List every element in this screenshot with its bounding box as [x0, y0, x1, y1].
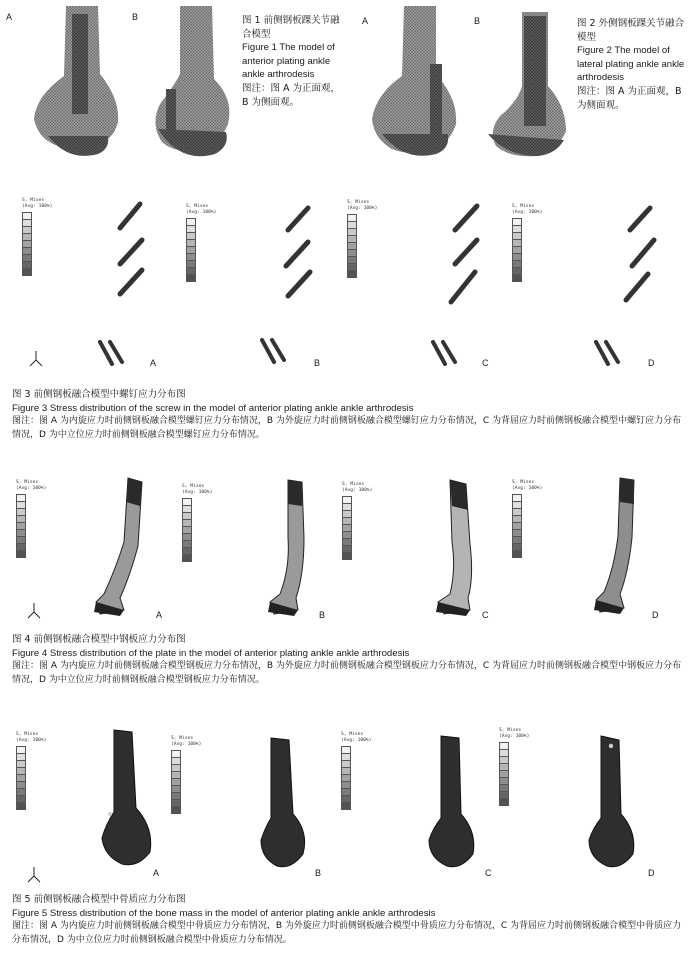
figure-3-image: [0, 190, 692, 375]
fea-legend-avg: (Avg: 100%): [22, 204, 53, 209]
figure-4-title-en: Figure 4 Stress distribution of the plate in the model of anterior plating ankle ankle arthrodesis: [12, 648, 410, 659]
figure-2-label-a: A: [362, 16, 369, 26]
figure-3-title-en: Figure 3 Stress distribution of the screw in the model of anterior plating ankle ankle arthrodesis: [12, 403, 414, 414]
figure-1: [0, 0, 350, 170]
fea-legend-avg: (Avg: 100%): [512, 486, 543, 491]
figure-4-title-cn: 图 4 前侧钢板融合模型中钢板应力分布图: [12, 634, 186, 645]
figure-5-panel-c: [335, 724, 495, 894]
bone-model: [571, 734, 651, 874]
figure-2-note: 图注：图 A 为正面观，B 为侧面观。: [577, 85, 682, 111]
figure-5-note: 图注：图 A 为内旋应力时前侧钢板融合模型中骨质应力分布情况，B 为外旋应力时前侧钢板融合模型中骨质应力分布情况，C 为背屈应力时前侧钢板融合模型中骨质应力分布情况，D 为中立位应力时前侧钢板融合模型中骨质应力分布情况。: [12, 921, 682, 945]
panel-label: A: [153, 868, 160, 878]
panel-label: B: [314, 358, 321, 368]
axis-triad: [26, 600, 42, 620]
figure-2-title-cn: 图 2 外侧钢板踝关节融合模型: [577, 18, 685, 43]
screw-group: [80, 190, 170, 300]
fea-legend-avg: (Avg: 100%): [16, 486, 47, 491]
figure-3-title-cn: 图 3 前侧钢板融合模型中螺钉应力分布图: [12, 389, 186, 400]
axis-triad: [26, 864, 42, 884]
panel-label: C: [482, 610, 489, 620]
fea-legend-avg: (Avg: 100%): [499, 734, 530, 739]
plate-model: [590, 476, 650, 616]
figure-5-caption: [12, 893, 684, 947]
stress-legend-scale: [16, 746, 26, 810]
figure-3-note: 图注：图 A 为内旋应力时前侧钢板融合模型螺钉应力分布情况，B 为外旋应力时前侧钢板融合模型螺钉应力分布情况，C 为背屈应力时前侧钢板融合模型中螺钉应力分布情况，D 为中立位应力时前侧钢板融合模型螺钉应力分布情况。: [12, 416, 682, 440]
figure-2-title-en: Figure 2 The model of lateral plating ankle ankle arthrodesis: [577, 45, 685, 84]
figure-5-panel-b: [165, 724, 330, 894]
panel-label: C: [482, 358, 489, 368]
fea-legend-header: S, Mises: [347, 200, 370, 205]
figure-1-title-cn: 图 1 前侧钢板踝关节融合模型: [242, 15, 340, 40]
figure-3-panel-a: [10, 190, 170, 375]
stress-legend-scale: [182, 498, 192, 562]
figure-1-caption: [242, 14, 342, 109]
fea-legend-avg: (Avg: 100%): [512, 210, 543, 215]
plate-model: [258, 478, 318, 618]
stress-legend-scale: [22, 212, 32, 276]
plate-model: [90, 476, 150, 616]
figure-3-caption: [12, 388, 684, 442]
panel-label: C: [485, 868, 492, 878]
fea-legend-header: S, Mises: [171, 736, 194, 741]
fea-legend-avg: (Avg: 100%): [341, 738, 372, 743]
figure-2: [350, 0, 692, 170]
bone-model: [249, 736, 322, 878]
stress-legend-scale: [16, 494, 26, 558]
fea-legend-header: S, Mises: [186, 204, 209, 209]
fea-legend-header: S, Mises: [512, 480, 535, 485]
fea-legend-header: S, Mises: [342, 482, 365, 487]
figure-5-title-en: Figure 5 Stress distribution of the bone mass in the model of anterior plating ankle ankle arthrodesis: [12, 908, 436, 919]
panel-label: B: [315, 868, 322, 878]
figure-3-panel-c: [345, 190, 505, 375]
figure-1-note: 图注：图 A 为正面观，B 为侧面观。: [242, 82, 341, 108]
fea-legend-header: S, Mises: [512, 204, 535, 209]
figure-4-caption: [12, 633, 684, 687]
fea-legend-avg: (Avg: 100%): [182, 490, 213, 495]
fea-legend-header: S, Mises: [16, 732, 39, 737]
panel-label: B: [319, 610, 326, 620]
stress-legend-scale: [512, 218, 522, 282]
fea-legend-header: S, Mises: [341, 732, 364, 737]
panel-label: D: [652, 610, 659, 620]
fea-legend-header: S, Mises: [16, 480, 39, 485]
fea-legend-avg: (Avg: 100%): [347, 206, 378, 211]
figure-1-title-en: Figure 1 The model of anterior plating ankle ankle arthrodesis: [242, 42, 335, 81]
figure-3-panel-b: [178, 190, 338, 375]
panel-label: D: [648, 868, 655, 878]
fea-legend-header: S, Mises: [182, 484, 205, 489]
figure-2-image-a: [364, 4, 464, 164]
figure-5-panel-d: [495, 724, 685, 894]
stress-legend-scale: [499, 742, 509, 806]
figure-1-label-b: B: [132, 12, 139, 22]
screw-group: [425, 190, 505, 310]
screw-group: [258, 190, 338, 300]
panel-label: D: [648, 358, 655, 368]
bone-model: [92, 728, 162, 878]
figure-4-panel-c: [336, 472, 496, 627]
stress-legend-scale: [186, 218, 196, 282]
fea-legend-avg: (Avg: 100%): [16, 738, 47, 743]
figure-4-panel-b: [174, 472, 329, 627]
panel-label: A: [156, 610, 163, 620]
stress-legend-scale: [342, 496, 352, 560]
figure-5-panel-a: [12, 724, 167, 894]
figure-1-image-a: [28, 4, 123, 164]
figure-4-note: 图注：图 A 为内旋应力时前侧钢板融合模型钢板应力分布情况，B 为外旋应力时前侧钢板融合模型钢板应力分布情况，C 为背屈应力时前侧钢板融合模型中钢板应力分布情况，D 为中立位应力时前侧钢板融合模型钢板应力分布情况。: [12, 661, 682, 685]
fea-legend-avg: (Avg: 100%): [342, 488, 373, 493]
screw-pair: [592, 340, 622, 370]
bone-model: [417, 734, 487, 874]
figure-5-image: [0, 724, 692, 894]
fea-legend-avg: (Avg: 100%): [186, 210, 217, 215]
screw-pair: [96, 340, 126, 370]
figure-5-title-cn: 图 5 前侧钢板融合模型中骨质应力分布图: [12, 894, 186, 905]
fea-legend-header: S, Mises: [499, 728, 522, 733]
screw-group: [600, 190, 680, 310]
fea-legend-avg: (Avg: 100%): [171, 742, 202, 747]
figure-2-image-b: [478, 6, 573, 166]
screw-pair: [258, 338, 288, 368]
figure-3-panel-d: [510, 190, 685, 375]
stress-legend-scale: [341, 746, 351, 810]
figure-4-panel-d: [502, 472, 682, 627]
figure-2-label-b: B: [474, 16, 481, 26]
stress-legend-scale: [512, 494, 522, 558]
axis-triad: [28, 348, 44, 368]
screw-pair: [429, 340, 459, 370]
figure-4-image: [0, 472, 692, 627]
stress-legend-scale: [171, 750, 181, 814]
figure-1-label-a: A: [6, 12, 13, 22]
figure-1-image-b: [140, 4, 235, 164]
plate-model: [424, 478, 484, 618]
fea-legend-header: S, Mises: [22, 198, 45, 203]
stress-legend-scale: [347, 214, 357, 278]
figure-2-caption: [577, 17, 689, 112]
panel-label: A: [150, 358, 157, 368]
figure-4-panel-a: [12, 472, 167, 627]
